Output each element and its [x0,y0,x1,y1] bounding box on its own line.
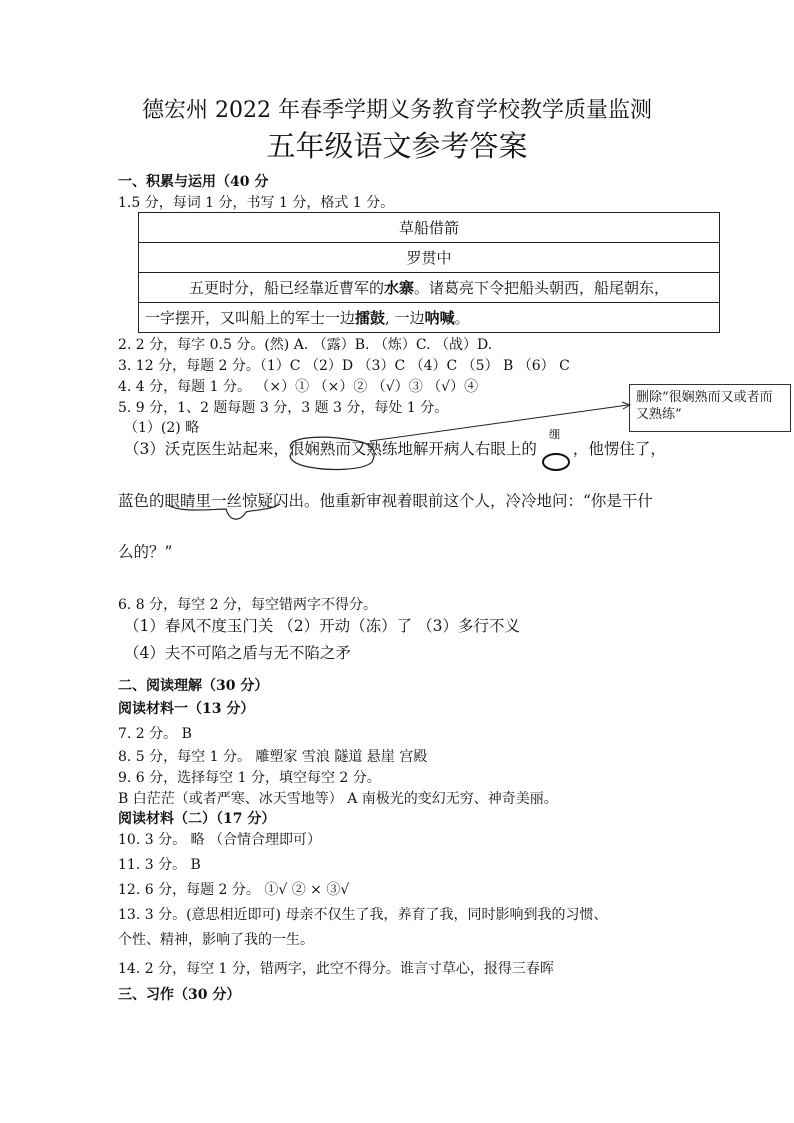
q5-sub3-line3: 么的？” [118,543,173,561]
section3-heading: 三、习作（30 分） [118,987,241,1003]
q7-line: 7. 2 分。 B [118,726,192,742]
q3-line: 3. 12 分，每题 2 分。（1）C （2）D （3）C （4）C （5） B （6） C [118,358,570,374]
material2-heading: 阅读材料（二）（17 分） [118,811,276,827]
q5-line: 5. 9 分，1、2 题每题 3 分，3 题 3 分，每处 1 分。 [118,400,449,416]
q5-sub3-line2: 蓝色的眼睛里一丝惊疑闪出。他重新审视着眼前这个人，冷冷地问：“你是干什 [118,492,653,510]
q10-line: 10. 3 分。 略 （合情合理即可） [118,832,321,848]
poem-title: 草船借箭 [139,213,720,243]
q5-sub1: （1）(2) 略 [124,420,200,436]
poem-line-2: 一字摆开，又叫船上的军士一边擂鼓, 一边呐喊。 [139,303,720,333]
q13-line2: 个性、精神，影响了我的一生。 [118,932,314,948]
section1-heading: 一、积累与运用（40 分 [118,174,269,190]
document-title: 德宏州 2022 年春季学期义务教育学校教学质量监测 [142,98,652,123]
q4-line: 4. 4 分，每题 1 分。 （×）① （×）② （√）③ （√）④ [118,379,479,395]
q13-line1: 13. 3 分。(意思相近即可) 母亲不仅生了我，养育了我，同时影响到我的习惯、 [118,907,608,923]
q6-answers-a: （1）春风不度玉门关 （2）开动（冻）了 （3）多行不义 [124,617,520,635]
section2-heading: 二、阅读理解（30 分） [118,678,269,694]
q9-line: 9. 6 分，选择每空 1 分，填空每空 2 分。 [118,770,381,786]
poem-table [138,212,720,333]
insert-char: 绷 [549,428,560,441]
poem-line-1: 五更时分，船已经靠近曹军的水寨。诸葛亮下令把船头朝西，船尾朝东， [139,273,720,303]
q2-line: 2. 2 分，每字 0.5 分。(然) A. （露）B. （炼）C. （战）D. [118,337,493,353]
q6-answers-b: （4）夫不可陷之盾与无不陷之矛 [124,644,351,662]
document-subtitle: 五年级语文参考答案 [266,129,528,163]
material1-heading: 阅读材料一（13 分） [118,701,255,717]
q9-answers: B 白茫茫（或者严寒、冰天雪地等） A 南极光的变幻无穷、神奇美丽。 [118,791,558,807]
q14-line: 14. 2 分，每空 1 分，错两字，此空不得分。谁言寸草心，报得三春晖 [118,961,554,977]
q1-line: 1.5 分，每词 1 分，书写 1 分，格式 1 分。 [118,195,395,211]
q5-sub3-line1: （3）沃克医生站起来，很娴熟而又熟练地解开病人右眼上的 ，他愣住了， [124,440,666,458]
q6-line: 6. 8 分，每空 2 分，每空错两字不得分。 [118,597,377,613]
poem-author: 罗贯中 [139,243,720,273]
deletion-note-box: 删除“很娴熟而又或者而又熟练” [629,384,791,432]
q12-line: 12. 6 分，每题 2 分。 ①√ ② × ③√ [118,882,350,898]
q11-line: 11. 3 分。 B [118,857,201,873]
q8-line: 8. 5 分，每空 1 分。 雕塑家 雪浪 隧道 悬崖 宫殿 [118,749,428,765]
